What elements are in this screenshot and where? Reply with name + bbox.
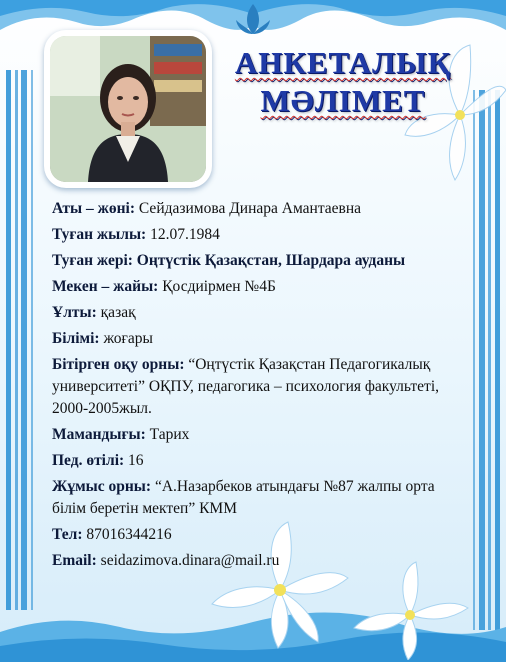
info-value[interactable]: seidazimova.dinara@mail.ru: [96, 552, 280, 569]
info-label: Білімі:: [52, 330, 100, 347]
info-label: Туған жылы:: [52, 226, 147, 243]
info-row: [52, 328, 462, 350]
info-row: [52, 250, 462, 272]
profile-photo: [44, 30, 212, 188]
info-label: Тел:: [52, 526, 83, 543]
info-row: [52, 302, 462, 324]
title-line-2: МӘЛІМЕТ: [260, 83, 426, 118]
info-value: 16: [124, 452, 144, 469]
info-row: [52, 276, 462, 298]
info-section: [52, 198, 462, 576]
info-row: [52, 224, 462, 246]
info-row: [52, 354, 462, 420]
info-value: “А.Назарбеков атындағы №87 жалпы орта білім беретін мектеп” КММ: [52, 478, 435, 517]
info-value: жоғары: [99, 330, 153, 347]
profile-photo-image: [50, 36, 206, 182]
info-value: “Оңтүстік Қазақстан Педагогикалық университеті” ОҚПУ, педагогика – психология факультеті, 2000-2005жыл.: [52, 356, 440, 417]
title-line-1: АНКЕТАЛЫҚ: [234, 45, 452, 80]
info-label: Аты – жөні:: [52, 200, 136, 217]
info-row: [52, 476, 462, 520]
info-label: Email:: [52, 552, 97, 569]
info-value: Сейдазимова Динара Амантаевна: [135, 200, 362, 217]
info-value: Қосдиірмен №4Б: [158, 278, 276, 295]
info-value: 87016344216: [82, 526, 172, 543]
info-label: Мекен – жайы:: [52, 278, 159, 295]
info-row: [52, 550, 462, 572]
info-value: қазақ: [96, 304, 136, 321]
info-row: [52, 424, 462, 446]
info-row: [52, 450, 462, 472]
info-label: Бітірген оқу орны:: [52, 356, 185, 373]
info-value: 12.07.1984: [146, 226, 220, 243]
portrait-illustration: [50, 36, 206, 182]
page-title: [218, 44, 468, 120]
info-label: Туған жері: Оңтүстік Қазақстан, Шардара ауданы: [52, 252, 406, 269]
info-label: Мамандығы:: [52, 426, 146, 443]
info-row: [52, 198, 462, 220]
info-label: Пед. өтілі:: [52, 452, 125, 469]
left-stripes: [6, 70, 40, 610]
info-value: Тарих: [145, 426, 190, 443]
info-label: Ұлты:: [52, 304, 97, 321]
info-row: [52, 524, 462, 546]
info-label: Жұмыс орны:: [52, 478, 152, 495]
